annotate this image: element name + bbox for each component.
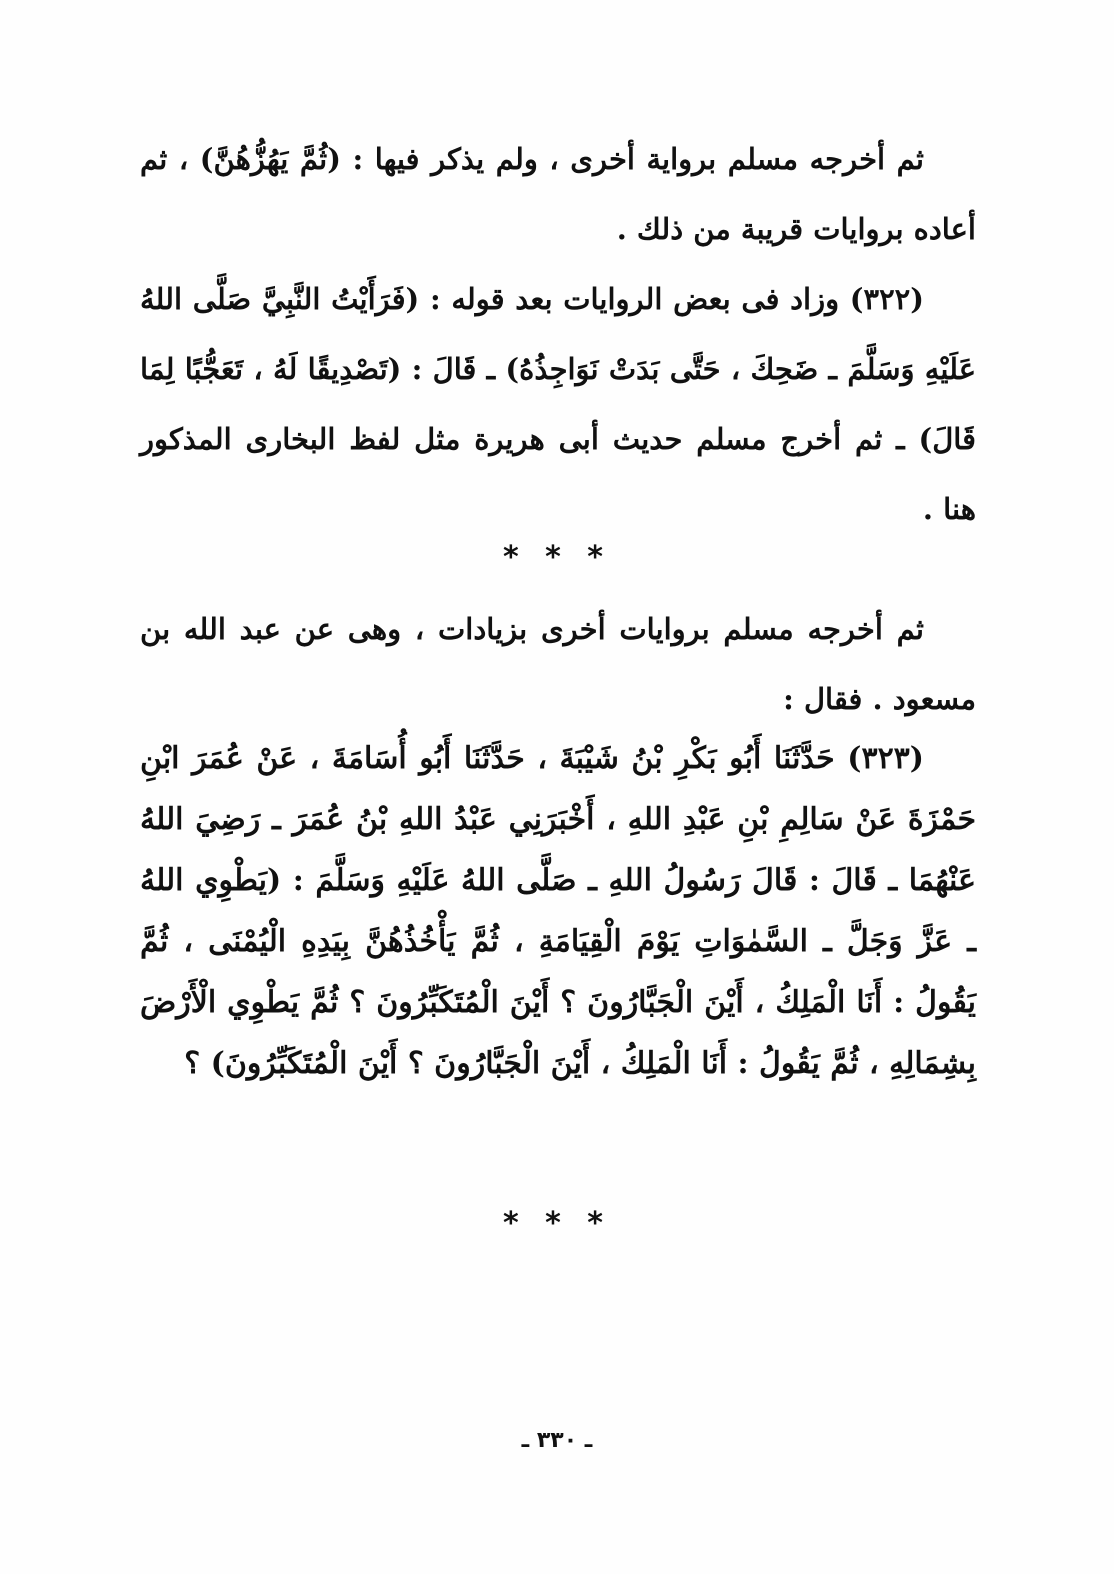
paragraph-narration-1: ثم أخرجه مسلم برواية أخرى ، ولم يذكر فيها : (ثُمَّ يَهُزُّهُنَّ) ، ثم أعاده بروايات قريبة من ذلك . — [140, 142, 976, 246]
section-separator-1: * * * — [503, 540, 611, 575]
paragraph-hadith-323: (٣٢٣) حَدَّثَنَا أَبُو بَكْرِ بْنُ شَيْبَةَ ، حَدَّثَنَا أَبُو أُسَامَةَ ، عَنْ عُمَرَ ابْنِ حَمْزَةَ عَنْ سَالِمِ بْنِ عَبْدِ اللهِ ، أَخْبَرَنِي عَبْدُ اللهِ بْنُ عُمَرَ ـ رَضِيَ اللهُ عَنْهُمَا ـ قَالَ : قَالَ رَسُولُ اللهِ ـ صَلَّى اللهُ عَلَيْهِ وَسَلَّمَ : (يَطْوِي اللهُ ـ عَزَّ وَجَلَّ ـ السَّمٰوَاتِ يَوْمَ الْقِيَامَةِ ، ثُمَّ يَأْخُذُهُنَّ بِيَدِهِ الْيُمْنَى ، ثُمَّ يَقُولُ : أَنَا الْمَلِكُ ، أَيْنَ الْجَبَّارُونَ ؟ أَيْنَ الْمُتَكَبِّرُونَ ؟ ثُمَّ يَطْوِي الْأَرْضَ بِشِمَالِهِ ، ثُمَّ يَقُولُ : أَنَا الْمَلِكُ ، أَيْنَ الْجَبَّارُونَ ؟ أَيْنَ الْمُتَكَبِّرُونَ) ؟ — [140, 741, 976, 1081]
page-number: ـ ٣٣٠ ـ — [521, 1428, 593, 1453]
paragraph-narration-2: ثم أخرجه مسلم بروايات أخرى بزيادات ، وهى عن عبد الله بن مسعود . فقال : — [140, 612, 976, 716]
section-separator-2: * * * — [503, 1206, 611, 1241]
text-section-middle — [140, 594, 976, 734]
paragraph-hadith-322: (٣٢٢) وزاد فى بعض الروايات بعد قوله : (فَرَأَيْتُ النَّبِيَّ صَلَّى اللهُ عَلَيْهِ وَسَلَّمَ ـ ضَحِكَ ، حَتَّى بَدَتْ نَوَاجِذُهُ) ـ قَالَ : (تَصْدِيقًا لَهُ ، تَعَجُّبًا لِمَا قَالَ) ـ ثم أخرج مسلم حديث أبى هريرة مثل لفظ البخارى المذكور هنا . — [140, 282, 976, 526]
text-section-hadith — [140, 728, 976, 1094]
text-section-top — [140, 124, 976, 544]
